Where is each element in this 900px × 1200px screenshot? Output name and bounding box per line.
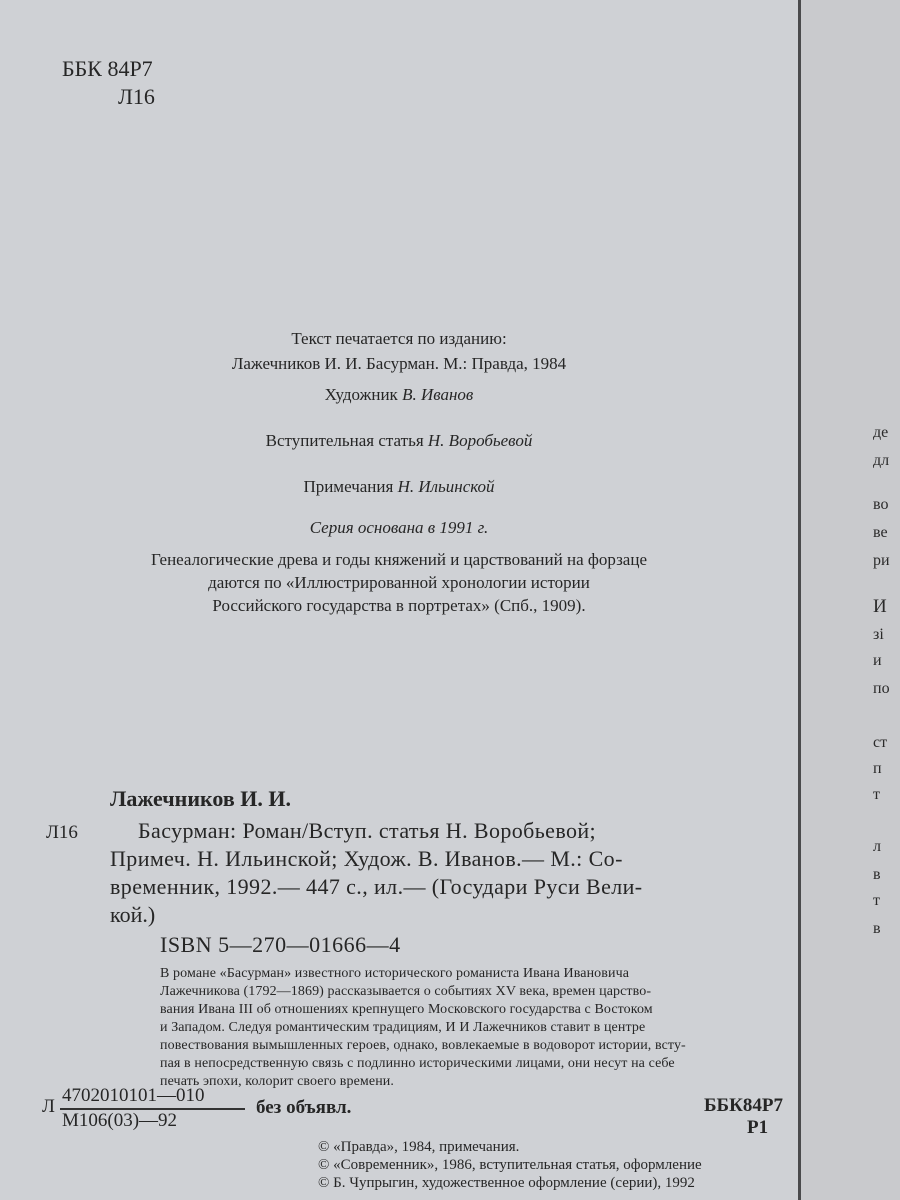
bbk-sub: Р1 [747, 1117, 769, 1138]
artist-line [0, 385, 798, 405]
annotation-line-7: печать эпохи, колорит своего времени. [160, 1074, 394, 1089]
source-label: Текст печатается по изданию: [291, 329, 507, 348]
facing-fragment: л [873, 838, 881, 855]
endpaper-line-2: даются по «Иллюстрированной хронологии истории [208, 573, 590, 592]
author-mark: Л16 [118, 84, 155, 109]
catalog-author-heading: Лажечников И. И. [110, 786, 291, 811]
copyright-line-1: © «Правда», 1984, примечания. [318, 1139, 520, 1155]
annotation-line-2: Лажечникова (1792—1869) рассказывается о событиях XV века, времен царство- [160, 984, 652, 999]
facing-fragment: И [873, 596, 887, 617]
facing-fragment: по [873, 680, 890, 697]
index-letter: Л [42, 1096, 55, 1117]
copyright-line-2: © «Современник», 1986, вступительная статья, оформление [318, 1157, 702, 1173]
facing-fragment: ве [873, 524, 888, 541]
catalog-description-line-1: Басурман: Роман/Вступ. статья Н. Воробьевой; [138, 818, 597, 843]
facing-fragment: в [873, 920, 881, 937]
intro-line [0, 431, 798, 451]
intro-author: Н. Воробьевой [427, 431, 533, 450]
notes-line [0, 477, 798, 497]
facing-fragment: ст [873, 734, 888, 751]
endpaper-line-1: Генеалогические древа и годы княжений и царствований на форзаце [151, 550, 647, 569]
catalog-description-line-4: кой.) [110, 902, 156, 927]
annotation-line-5: повествования вымышленных героев, однако, вовлекаемые в водоворот истории, всту- [160, 1038, 686, 1053]
catalog-description-line-3: временник, 1992.— 447 с., ил.— (Государи Руси Вели- [110, 874, 643, 899]
artist-name: В. Иванов [402, 385, 474, 404]
notes-author: Н. Ильинской [397, 477, 495, 496]
facing-page [801, 0, 900, 1200]
annotation-line-6: пая в непосредственную связь с подлинно историческими лицами, они несут на себе [160, 1056, 675, 1071]
source-text: Лажечников И. И. Басурман. М.: Правда, 1984 [231, 354, 567, 373]
annotation-line-1: В романе «Басурман» известного исторического романиста Ивана Ивановича [160, 966, 630, 981]
catalog-mark: Л16 [46, 822, 78, 843]
series-founded: Серия основана в 1991 г. [309, 518, 489, 537]
facing-fragment: в [873, 866, 881, 883]
facing-fragment: ри [873, 552, 890, 569]
copyright-line-3: © Б. Чупрыгин, художественное оформление (серии), 1992 [318, 1175, 695, 1191]
index-denominator: М106(03)—92 [62, 1110, 178, 1131]
facing-fragment: т [873, 892, 880, 909]
isbn: ISBN 5—270—01666—4 [160, 932, 401, 957]
intro-label: Вступительная статья [265, 431, 424, 450]
facing-fragment: т [873, 786, 880, 803]
no-announcement: без объявл. [256, 1097, 352, 1118]
facing-fragment: дл [873, 452, 890, 469]
notes-label: Примечания [303, 477, 394, 496]
facing-fragment: де [873, 424, 889, 441]
catalog-description-line-2: Примеч. Н. Ильинской; Худож. В. Иванов.— М.: Со- [110, 846, 623, 871]
annotation-line-4: и Западом. Следуя романтическим традициям, И И Лажечников ставит в центре [160, 1020, 646, 1035]
facing-fragment: во [873, 496, 889, 513]
index-numerator: 4702010101—010 [62, 1085, 205, 1106]
facing-fragment: зі [873, 626, 884, 643]
artist-label: Художник [324, 385, 398, 404]
annotation-line-3: вания Ивана III об отношениях крепнущего Московского государства с Востоком [160, 1002, 653, 1017]
bbk-code: ББК 84Р7 [62, 56, 153, 81]
facing-fragment: и [873, 652, 882, 669]
facing-fragment: п [873, 760, 882, 777]
endpaper-line-3: Российского государства в портретах» (Спб., 1909). [212, 596, 586, 615]
bbk-code-bottom: ББК84Р7 [704, 1095, 784, 1116]
